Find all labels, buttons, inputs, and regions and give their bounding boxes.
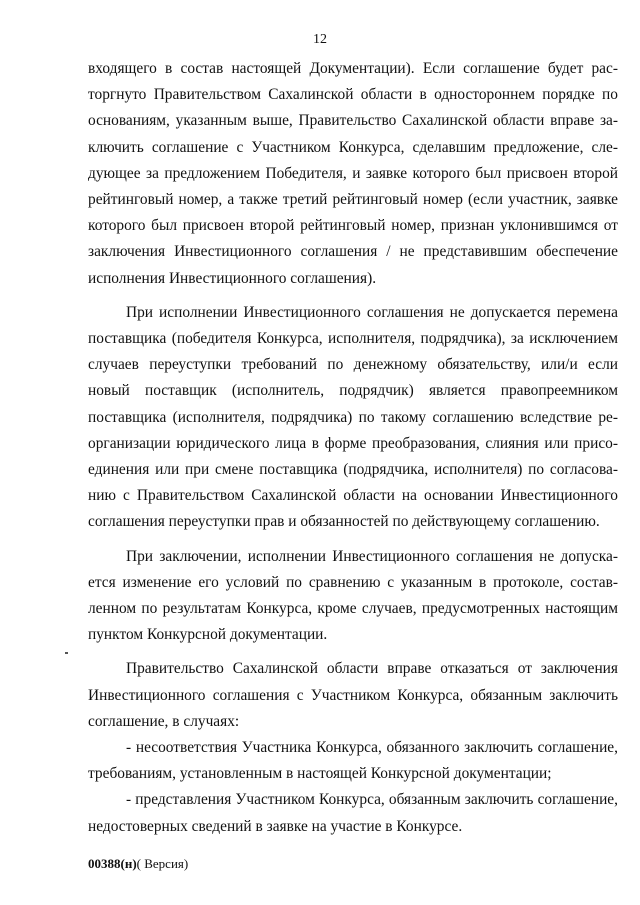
paragraph-refusal-right: Правительство Сахалинской области вправе отказаться от заключения Инвестиционного соглашения с Участником Конкурса, обязанным заключить соглашение, в случаях: [88,660,618,730]
document-body [88,56,618,840]
document-version: ( Версия) [136,856,189,871]
list-item-nonconformity: - несоответствия Участника Конкурса, обязанного заключить соглашение, требованиям, установленным в настоящей Конкурсной документации; [88,739,618,783]
document-footer [88,856,188,872]
paragraph-agreement-termination: входящего в состав настоящей Документации). Если соглашение будет расторгнуто Правительством Сахалинской области в одностороннем порядке по основаниям, указанным выше, Правительство Сахалинской области вправе заключить соглашение с Участником Конкурса, сделавшим предложение, следующее за предложением Победителя, и заявке которого был присвоен второй рейтинговый номер, а также третий рейтинговый номер (если участник, заявке которого был присвоен второй рейтинговый номер, признан уклонившимся от заключения Инвестиционного соглашения / не представившим обеспечение исполнения Инвестиционного соглашения). [88,60,618,287]
list-item-false-information: - представления Участником Конкурса, обязанным заключить соглашение, недостоверных сведений в заявке на участие в Конкурсе. [88,791,618,835]
paragraph-supplier-change: При исполнении Инвестиционного соглашения не допускается перемена поставщика (победителя Конкурса, исполнителя, подрядчика), за исключением случаев переуступки требований по денежному обязательству, или/и если новый поставщик (исполнитель, подрядчик) является правопреемником поставщика (исполнителя, подрядчика) по такому соглашению вследствие реорганизации юридического лица в форме преобразования, слияния или присоединения или при смене поставщика (подрядчика, исполнителя) по согласованию с Правительством Сахалинской области на основании Инвестиционного соглашения переуступки прав и обязанностей по действующему соглашению. [88,303,618,531]
scan-artifact-dot [65,652,68,654]
paragraph-conditions-change: При заключении, исполнении Инвестиционного соглашения не допускается изменение его условий по сравнению с указанным в протоколе, составленном по результатам Конкурса, кроме случаев, предусмотренных настоящим пунктом Конкурсной документации. [88,547,618,644]
page-number: 12 [313,32,327,47]
document-code: 00388(н) [88,856,137,871]
